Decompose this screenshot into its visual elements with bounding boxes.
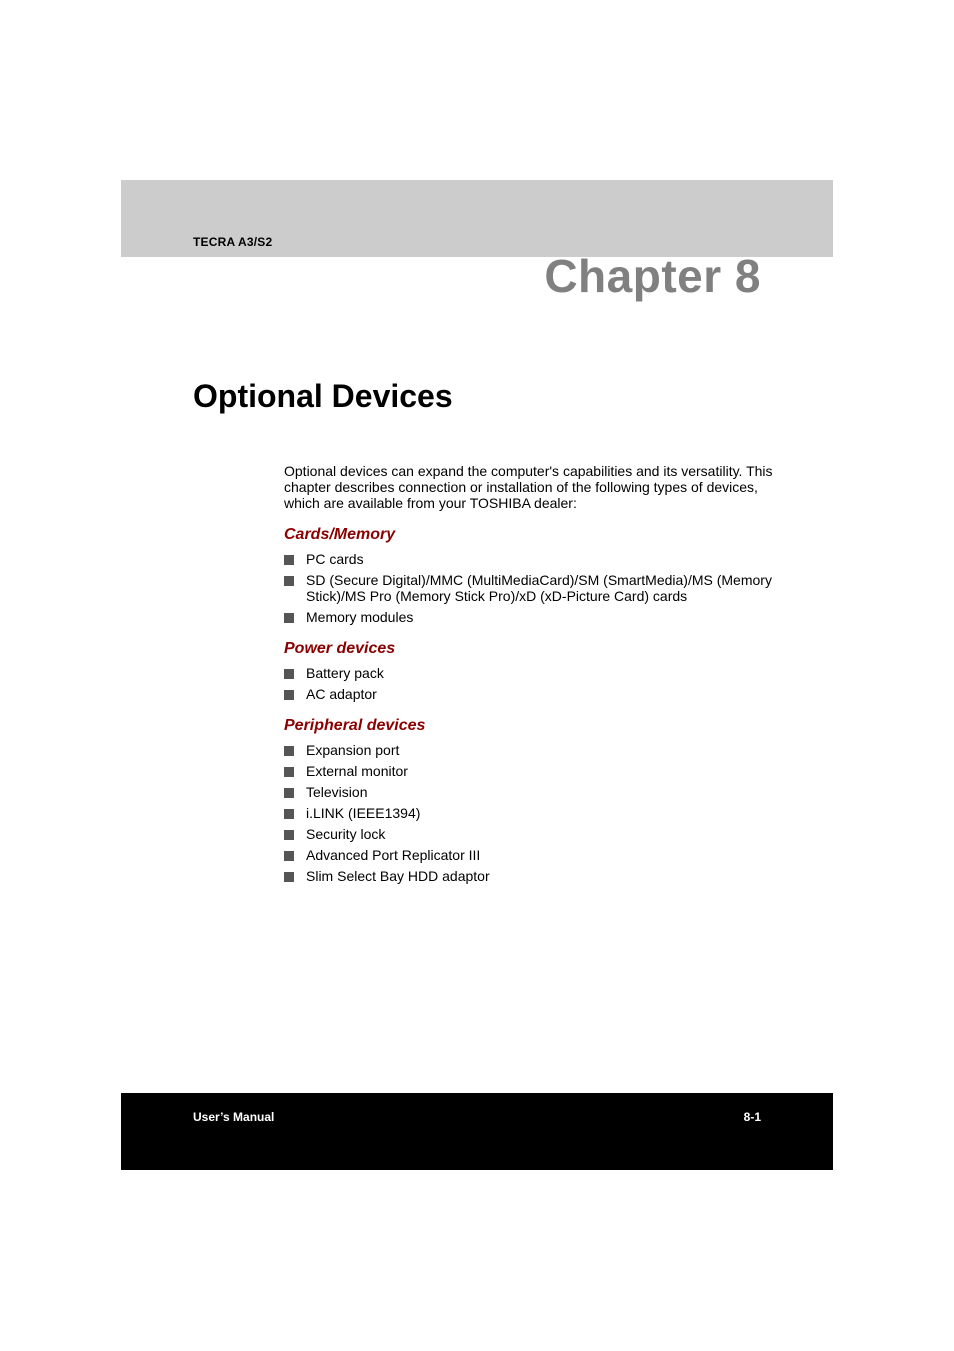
section-peripheral-devices	[284, 716, 774, 884]
footer-page-number: 8-1	[743, 1110, 761, 1124]
list-item	[284, 868, 774, 884]
footer-band	[121, 1093, 833, 1170]
main-content	[284, 463, 774, 889]
square-bullet-icon	[284, 746, 294, 756]
list-item-text: Television	[306, 784, 368, 800]
square-bullet-icon	[284, 555, 294, 565]
square-bullet-icon	[284, 669, 294, 679]
square-bullet-icon	[284, 576, 294, 586]
list-item-text: Slim Select Bay HDD adaptor	[306, 868, 490, 884]
square-bullet-icon	[284, 613, 294, 623]
list-item-text: Expansion port	[306, 742, 400, 758]
list-item	[284, 686, 774, 702]
list-item-text: PC cards	[306, 551, 364, 567]
section-power-devices	[284, 639, 774, 702]
list-item	[284, 551, 774, 567]
square-bullet-icon	[284, 767, 294, 777]
list-item-text: i.LINK (IEEE1394)	[306, 805, 421, 821]
chapter-title: Optional Devices	[193, 378, 453, 414]
list-item	[284, 847, 774, 863]
list-item-text: Memory modules	[306, 609, 414, 625]
list-item	[284, 742, 774, 758]
list-item-text: SD (Secure Digital)/MMC (MultiMediaCard)/SM (SmartMedia)/MS (Memory Stick)/MS Pro (Memory Stick Pro)/xD (xD-Picture Card) cards	[306, 572, 772, 604]
square-bullet-icon	[284, 809, 294, 819]
section-heading: Power devices	[284, 640, 396, 657]
intro-paragraph: Optional devices can expand the computer's capabilities and its versatility. This chapter describes connection or installation of the following types of devices, which are available from your TOSHIBA dealer:	[284, 463, 773, 511]
bullet-list	[284, 742, 774, 884]
section-heading: Peripheral devices	[284, 717, 426, 734]
list-item-text: Security lock	[306, 826, 386, 842]
list-item	[284, 784, 774, 800]
section-heading: Cards/Memory	[284, 526, 396, 543]
section-cards-memory	[284, 525, 774, 625]
footer-manual-label: User’s Manual	[193, 1110, 275, 1124]
running-head: TECRA A3/S2	[193, 235, 273, 249]
list-item	[284, 763, 774, 779]
square-bullet-icon	[284, 788, 294, 798]
chapter-label: Chapter 8	[544, 250, 761, 302]
square-bullet-icon	[284, 872, 294, 882]
list-item	[284, 609, 774, 625]
list-item	[284, 572, 774, 604]
square-bullet-icon	[284, 830, 294, 840]
square-bullet-icon	[284, 690, 294, 700]
list-item-text: Advanced Port Replicator III	[306, 847, 481, 863]
list-item	[284, 826, 774, 842]
list-item-text: AC adaptor	[306, 686, 377, 702]
square-bullet-icon	[284, 851, 294, 861]
bullet-list	[284, 665, 774, 702]
list-item	[284, 665, 774, 681]
list-item-text: External monitor	[306, 763, 408, 779]
bullet-list	[284, 551, 774, 625]
list-item	[284, 805, 774, 821]
list-item-text: Battery pack	[306, 665, 384, 681]
